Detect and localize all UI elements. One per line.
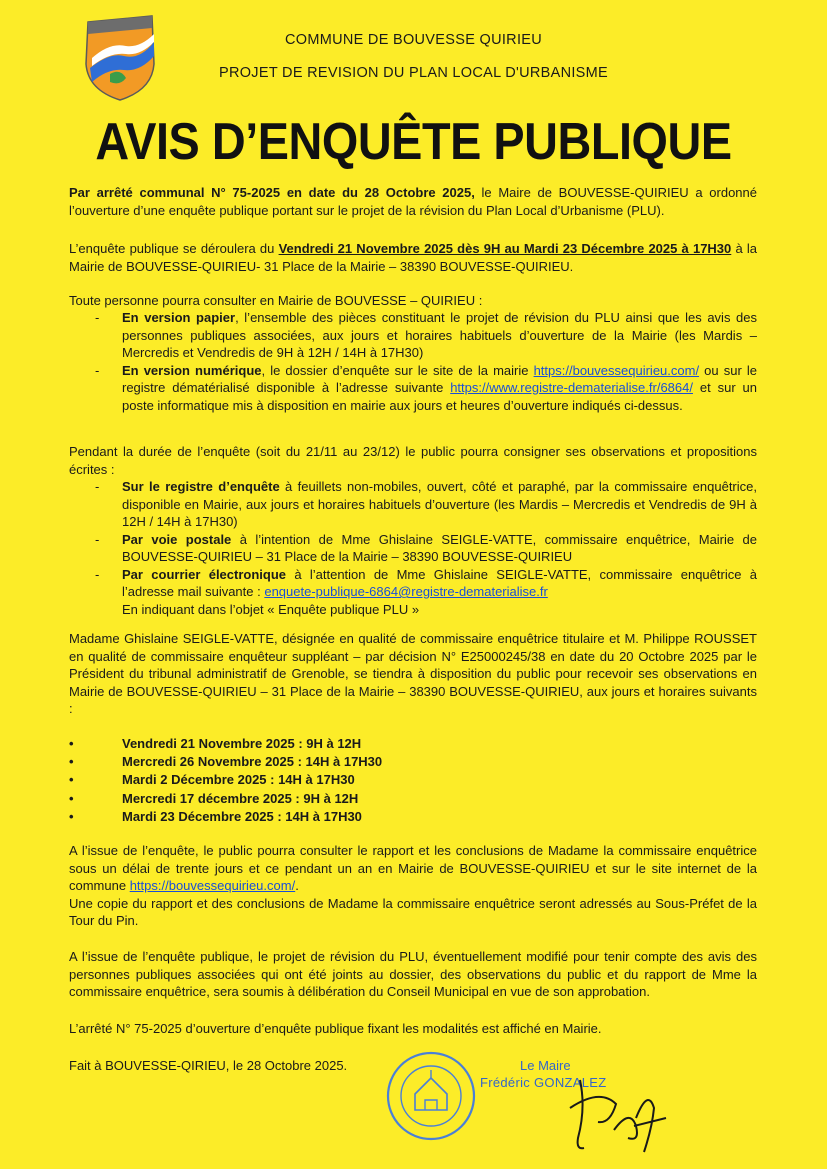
email-bold: Par courrier électronique (122, 566, 287, 582)
coat-of-arms-icon (80, 12, 160, 102)
permanence-date: Mercredi 17 décembre 2025 : 9H à 12H (122, 790, 359, 806)
post-bold: Par voie postale (122, 531, 232, 547)
intro-bold: Par arrêté communal N° 75-2025 en date du 28 Octobre 2025, (69, 185, 475, 200)
email-link[interactable]: enquete-publique-6864@registre-dematerialise.fr (264, 584, 548, 599)
mairie-stamp-icon (385, 1050, 477, 1142)
bullet-marker: • (69, 754, 74, 770)
register-bold: Sur le registre d’enquête (122, 479, 280, 494)
dash-marker: - (95, 310, 100, 325)
list-item (69, 808, 569, 826)
period-dates: Vendredi 21 Novembre 2025 dès 9H au Mardi 23 Décembre 2025 à 17H30 (278, 241, 732, 256)
commune-name: COMMUNE DE BOUVESSE QUIRIEU (284, 32, 543, 48)
period-paragraph (69, 240, 757, 275)
consult-intro: Toute personne pourra consulter en Mairie de BOUVESSE – QUIRIEU : (69, 293, 483, 308)
commune-site-link[interactable]: https://bouvessequirieu.com/ (129, 878, 296, 893)
permanence-date: Mercredi 26 Novembre 2025 : 14H à 17H30 (122, 754, 383, 770)
place-date: Fait à BOUVESSE-QIRIEU, le 28 Octobre 2025. (69, 1058, 348, 1073)
dash-marker: - (95, 362, 100, 378)
list-item (95, 478, 757, 531)
list-item (69, 735, 569, 753)
period-pre: L’enquête publique se déroulera du (69, 241, 279, 256)
list-item (95, 362, 757, 415)
email-subject: En indiquant dans l’objet « Enquête publique PLU » (122, 601, 420, 617)
bullet-marker: • (69, 736, 74, 751)
digital-text: et sur un poste informatique mis à disposition en mairie aux jours et heures d’ouverture indiqués ci-dessus. (122, 380, 757, 413)
approval-paragraph: A l’issue de l’enquête publique, le projet de révision du PLU, éventuellement modifié pour tenir compte des avis des personnes publiques associées qui ont été joints au dossier, des observations du public et du rapport de Mme la commissaire enquêtrice, sera soumis à délibération du Conseil Municipal en vue de son approbation. (69, 949, 757, 999)
observations-intro: Pendant la durée de l’enquête (soit du 21/11 au 23/12) le public pourra consigner ses observations et propositions écrites : (69, 444, 757, 477)
intro-paragraph (69, 184, 757, 219)
list-item (69, 753, 569, 771)
list-item (69, 790, 569, 808)
list-item (95, 531, 757, 566)
permanences-list (69, 735, 569, 826)
dash-marker: - (95, 531, 100, 547)
email-text: à l’attention de Mme Ghislaine SEIGLE-VATTE, commissaire enquêtrice à l’adresse mail suivante : (122, 566, 757, 599)
report-end: . (295, 878, 299, 893)
post-text: à l’intention de Mme Ghislaine SEIGLE-VATTE, commissaire enquêtrice, Mairie de BOUVESSE-QUIRIEU – 31 Place de la Mairie – 38390 BOUVESSE-QUIRIEU (122, 531, 757, 564)
signature-icon (540, 1068, 670, 1158)
dash-marker: - (95, 566, 100, 582)
signatory-title: Le Maire (520, 1058, 571, 1073)
observations-list (95, 478, 757, 618)
bullet-marker: • (69, 808, 74, 824)
project-name: PROJET DE REVISION DU PLAN LOCAL D'URBANISME (218, 65, 609, 81)
report-text: A l’issue de l’enquête, le public pourra consulter le rapport et les conclusions de Madame la commissaire enquêtrice sous un délai de trente jours et ce pendant un an en Mairie de BOUVESSE-QUIRIEU et sur le site internet de la commune (69, 843, 757, 893)
bullet-marker: • (69, 790, 74, 806)
signatory-name: Frédéric GONZALEZ (480, 1075, 607, 1090)
display-paragraph: L’arrêté N° 75-2025 d’ouverture d’enquête publique fixant les modalités est affiché en Mairie. (69, 1021, 602, 1036)
period-post: à la Mairie de BOUVESSE-QUIRIEU- 31 Place de la Mairie – 38390 BOUVESSE-QUIRIEU. (69, 241, 757, 274)
register-text: à feuillets non-mobiles, ouvert, côté et paraphé, par la commissaire enquêtrice, disponible en Mairie, aux jours et horaires habituels d’ouverture (les Mardis – Mercredis et Vendredis de 9H à 12H / 14H à 17H30) (122, 479, 757, 529)
mairie-site-link[interactable]: https://bouvessequirieu.com/ (533, 362, 700, 378)
page-title: AVIS D’ENQUÊTE PUBLIQUE (95, 113, 732, 171)
list-item (95, 566, 757, 619)
intro-text: le Maire de BOUVESSE-QUIRIEU a ordonné l’ouverture d’une enquête publique portant sur le projet de la révision du Plan Local d’Urbanisme (PLU). (69, 185, 757, 218)
digital-text: ou sur le registre dématérialisé disponible à l’adresse suivante (122, 362, 757, 395)
list-item (69, 771, 569, 789)
consult-list (95, 309, 757, 414)
permanence-date: Mardi 2 Décembre 2025 : 14H à 17H30 (122, 772, 355, 788)
bullet-marker: • (69, 772, 74, 788)
paper-bold: En version papier (122, 310, 236, 325)
registre-link[interactable]: https://www.registre-dematerialise.fr/6864/ (450, 380, 693, 395)
report-paragraph (69, 842, 757, 930)
digital-bold: En version numérique (122, 362, 262, 378)
permanence-date: Vendredi 21 Novembre 2025 : 9H à 12H (122, 736, 362, 751)
dash-marker: - (95, 479, 100, 494)
digital-text: , le dossier d’enquête sur le site de la mairie (261, 362, 534, 378)
permanence-date: Mardi 23 Décembre 2025 : 14H à 17H30 (122, 808, 362, 824)
list-item (95, 309, 757, 362)
paper-text: , l’ensemble des pièces constituant le projet de révision du PLU ainsi que les avis des personnes publiques associées, aux jours et horaires habituels d’ouverture de la Mairie (les Mardis – Mercredis et Vendredis de 9H à 12H / 14H à 17H30) (122, 310, 758, 360)
commissioner-paragraph: Madame Ghislaine SEIGLE-VATTE, désignée en qualité de commissaire enquêtrice titulaire et M. Philippe ROUSSET en qualité de commissaire enquêteur suppléant – par décision N° E25000245/38 en date du 20 Octobre 2025 par le Président du tribunal administratif de Grenoble, se tiendra à disposition du public pour recevoir ses observations en Mairie de BOUVESSE-QUIRIEU – 31 Place de la Mairie – 38390 BOUVESSE-QUIRIEU, aux jours et horaires suivants : (69, 631, 757, 716)
report-copy: Une copie du rapport et des conclusions de Madame la commissaire enquêtrice seront adressés au Sous-Préfet de la Tour du Pin. (69, 895, 757, 928)
